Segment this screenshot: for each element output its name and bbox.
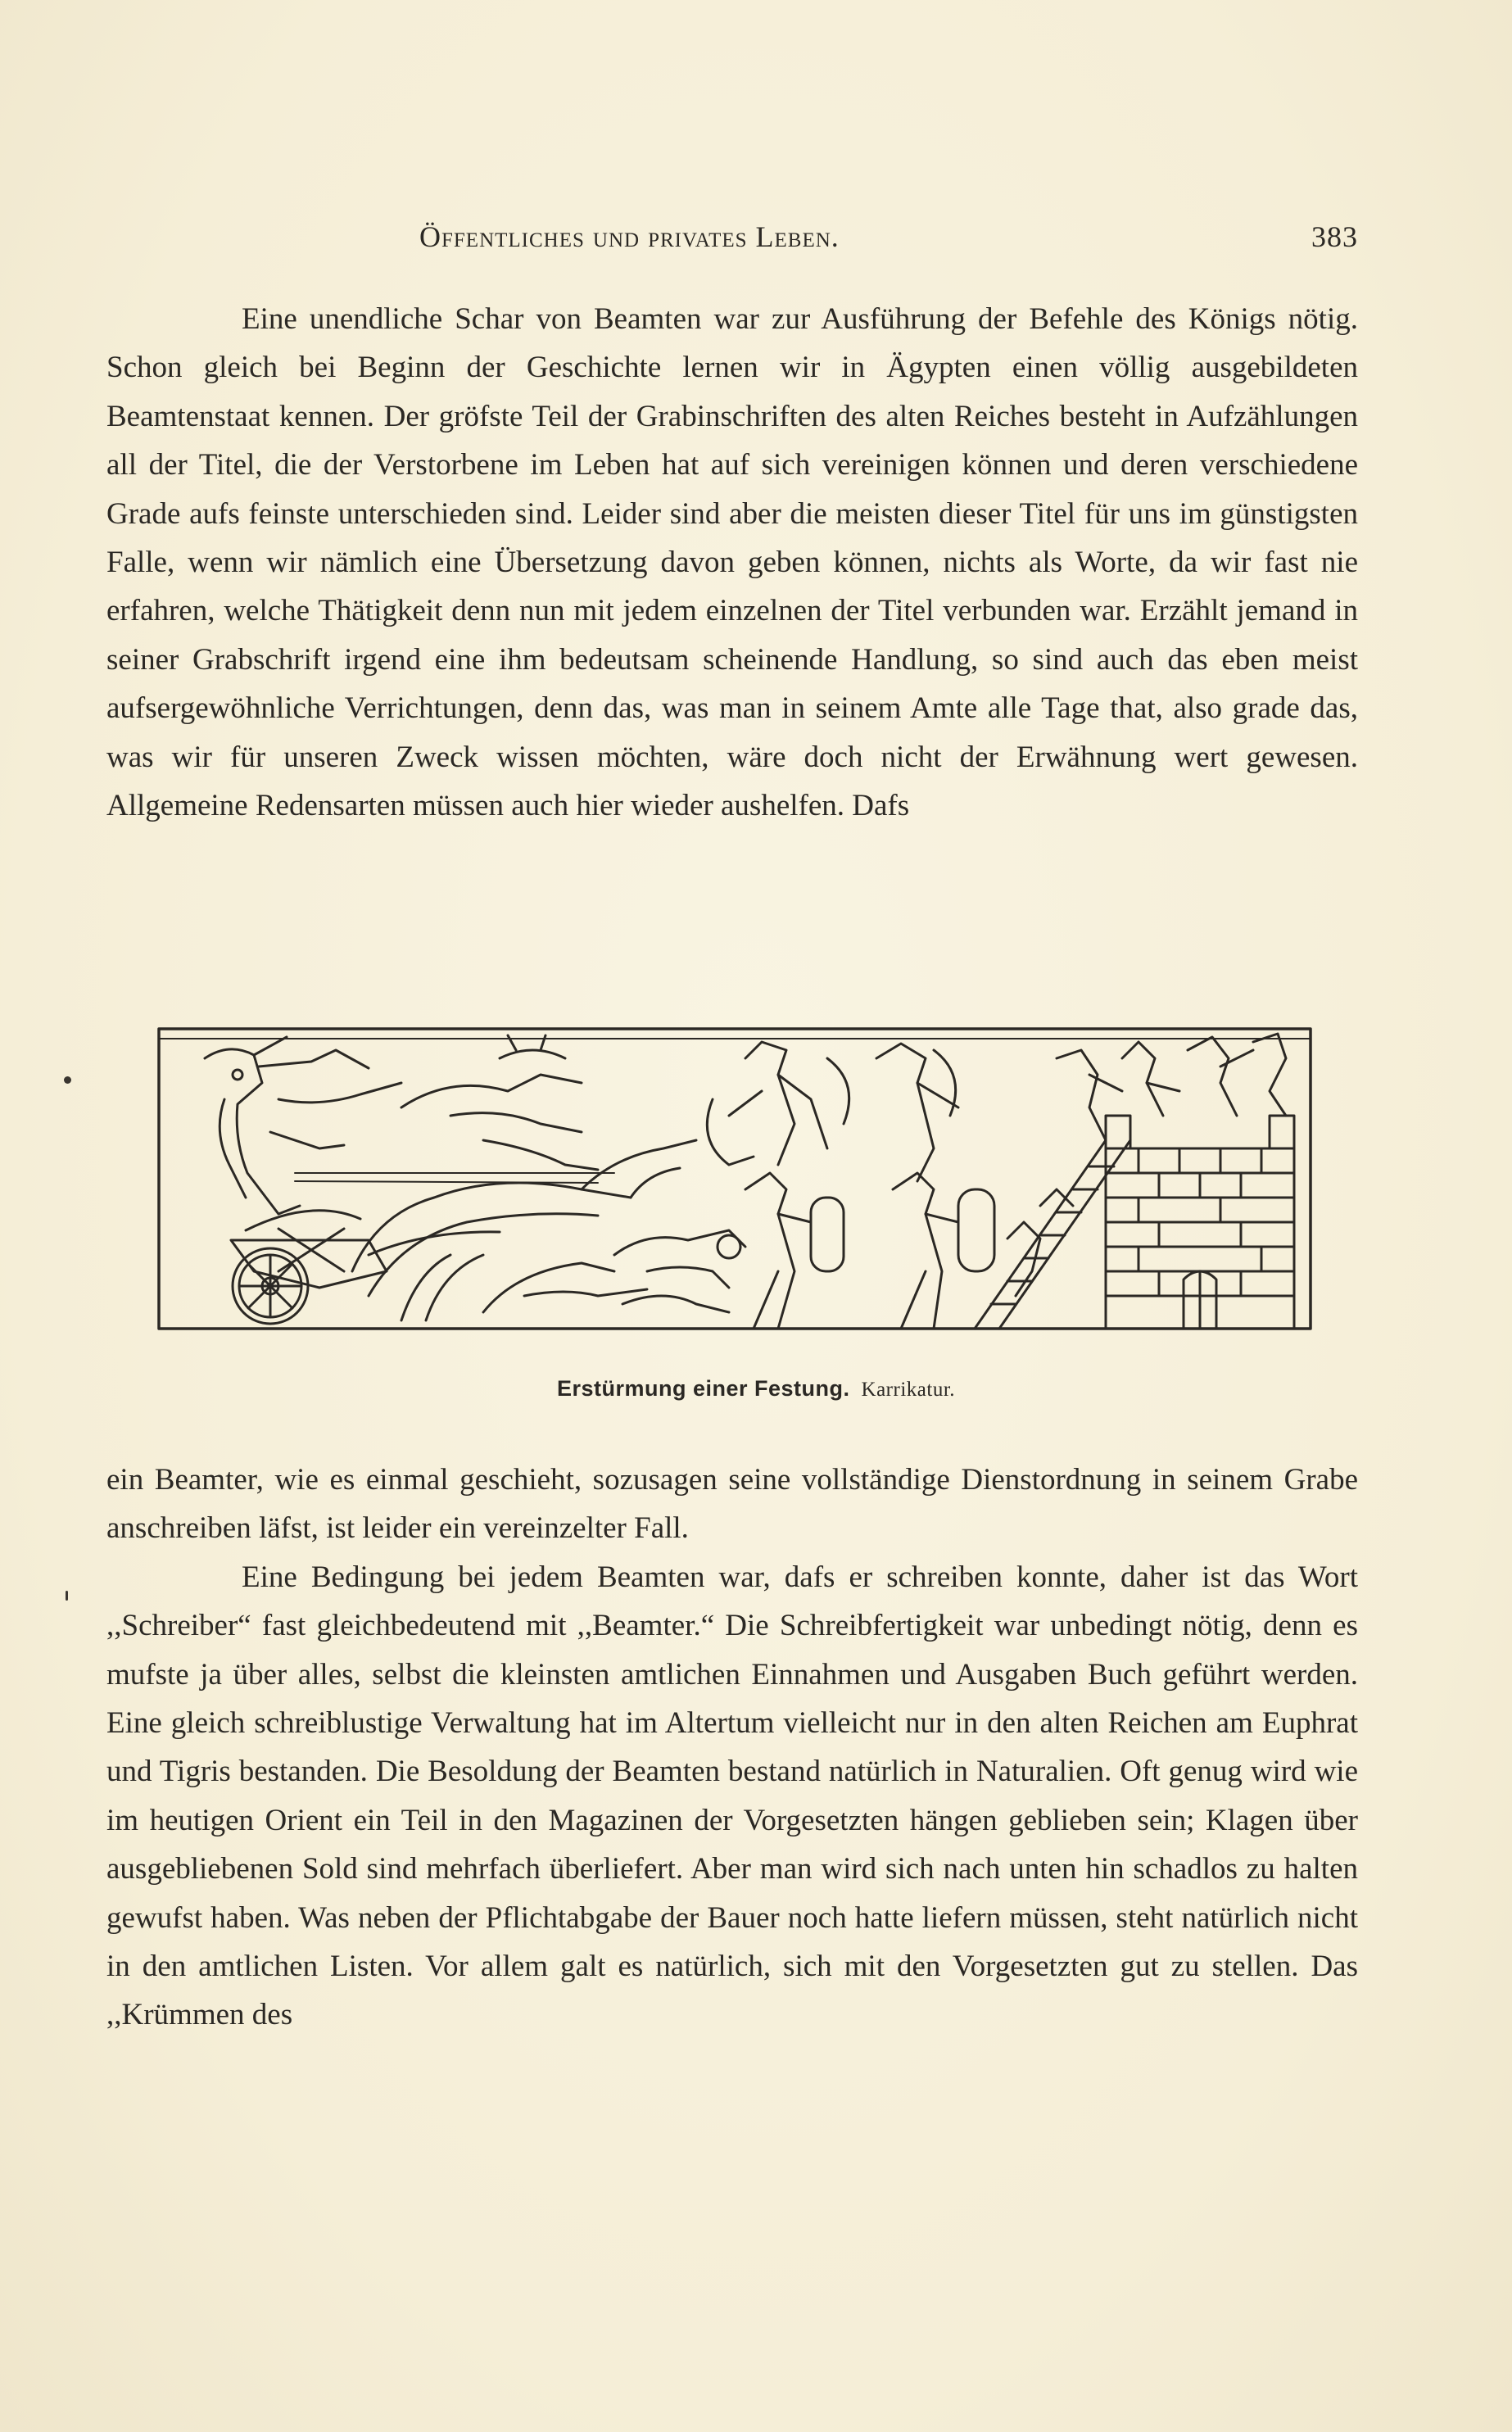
paragraph: Eine Bedingung bei jedem Beamten war, dafs er schreiben konnte, daher ist das Wort ,,Schreiber“ fast gleichbedeutend mit ,,Beamter.“ Die Schreibfertigkeit war unbedingt nötig, denn es mufste ja über alles, selbst die kleinsten amtlichen Einnahmen und Ausgaben Buch geführt werden. Eine gleich schreiblustige Verwaltung hat im Altertum vielleicht nur in den alten Reichen am Euphrat und Tigris bestanden. Die Besoldung der Beamten bestand natürlich in Naturalien. Oft genug wird wie im heutigen Orient ein Teil in den Magazinen der Vorgesetzten hängen geblieben sein; Klagen über ausgebliebenen Sold sind mehrfach überliefert. Aber man wird sich nach unten hin schadlos zu halten gewufst haben. Was neben der Pflichtabgabe der Bauer noch hatte liefern müssen, steht natürlich nicht in den amtlichen Listen. Vor allem galt es natürlich, sich mit den Vorgesetzten gut zu stellen. Das ,,Krümmen des	[106, 1560, 1358, 2032]
cats-bottom	[614, 1230, 745, 1312]
text-block-bottom	[106, 1456, 1358, 2040]
paragraph: ein Beamter, wie es einmal geschieht, sozusagen seine vollständige Dienstordnung in seinem Grabe anschreiben läfst, ist leider ein vereinzelter Fall.	[106, 1463, 1358, 1546]
running-head	[106, 220, 1358, 256]
paragraph: Eine unendliche Schar von Beamten war zur Ausführung der Befehle des Königs nötig. Schon gleich bei Beginn der Geschichte lernen wir in Ägypten einen völlig ausgebildeten Beamtenstaat kennen. Der gröfste Teil der Grabinschriften des alten Reiches besteht in Aufzählungen all der Titel, die der Verstorbene im Leben hat auf sich vereinigen können und deren verschiedene Grade aufs feinste unterschieden sind. Leider sind aber die meisten dieser Titel für uns im günstigsten Falle, wenn wir nämlich eine Übersetzung davon geben können, nichts als Worte, da wir fast nie erfahren, welche Thätigkeit denn nun mit jedem einzelnen der Titel verbunden war. Erzählt jemand in seiner Grabschrift irgend eine ihm bedeutsam scheinende Handlung, so sind auch das eben meist aufsergewöhnliche Verrichtungen, denn das, was man in seinem Amte alle Tage that, also grade das, was wir für unseren Zweck wissen möchten, wäre doch nicht der Erwähnung wert gewesen. Allgemeine Redensarten müssen auch hier wieder aushelfen. Dafs	[106, 302, 1358, 823]
figure-caricature	[156, 1026, 1314, 1332]
fortress-defenders	[1057, 1034, 1286, 1140]
fortress-storming-illustration	[156, 1026, 1314, 1332]
caption-note: Karrikatur.	[861, 1379, 956, 1401]
fortress	[1106, 1116, 1294, 1329]
print-speck	[64, 1076, 71, 1084]
figure-caption	[0, 1376, 1512, 1402]
running-head-title: Öffentliches und privates Leben.	[419, 220, 840, 253]
shield-bearers	[745, 1173, 994, 1329]
draft-animals	[352, 1035, 696, 1320]
caption-title: Erstürmung einer Festung.	[556, 1376, 850, 1401]
print-speck	[66, 1591, 68, 1601]
page-number: 383	[1311, 220, 1358, 253]
archer-figures	[707, 1042, 958, 1181]
cat-king-figure	[205, 1037, 401, 1214]
text-block-top	[106, 295, 1358, 830]
